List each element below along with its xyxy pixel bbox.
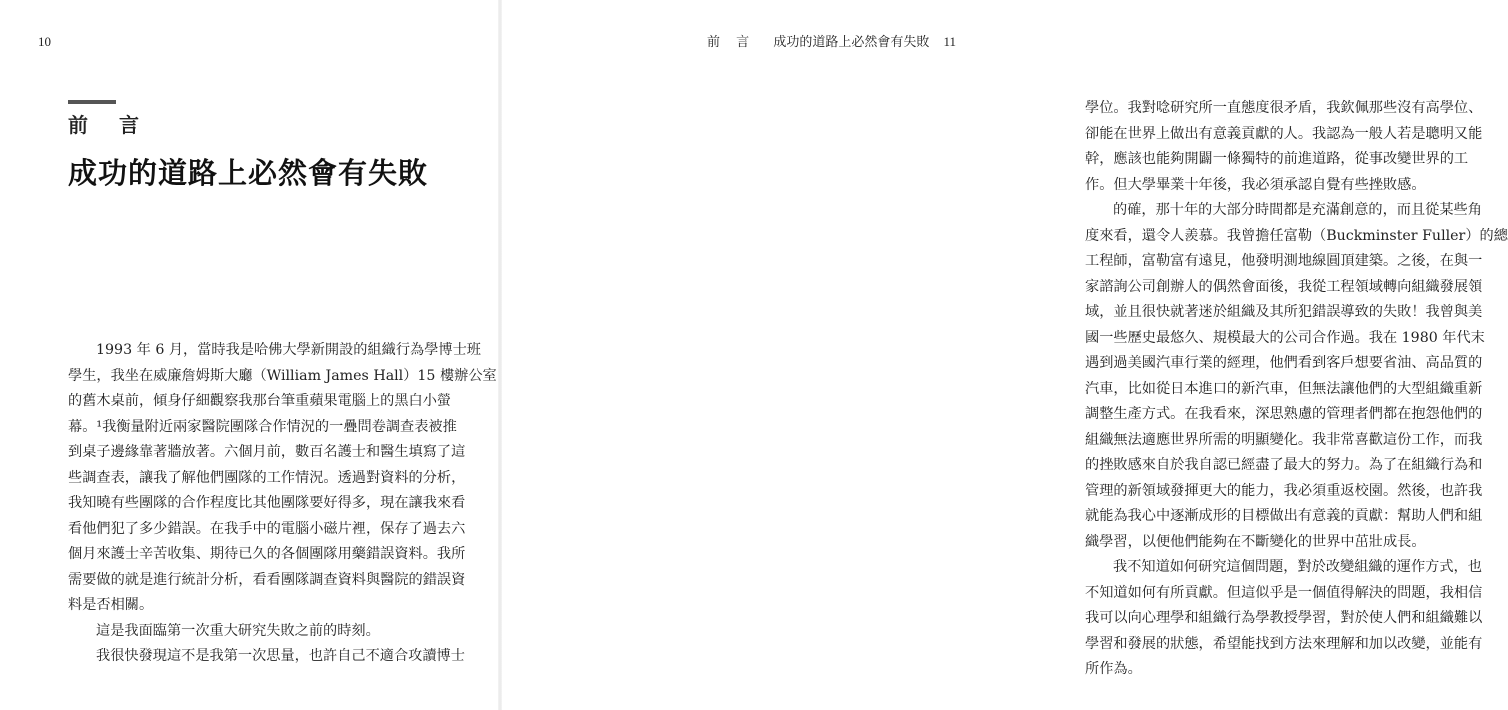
text-line: 的挫敗感來自於我自認已經盡了最大的努力。為了在組織行為和 — [1085, 457, 1483, 473]
text-line: 就能為我心中逐漸成形的目標做出有意義的貢獻：幫助人們和組 — [1085, 508, 1483, 524]
chapter-label: 前 言 — [68, 113, 151, 137]
text-line: 我知曉有些團隊的合作程度比其他團隊要好得多，現在讓我來看 — [68, 495, 466, 511]
text-line: 這是我面臨第一次重大研究失敗之前的時刻。 — [96, 622, 380, 639]
text-line: 個月來護士辛苦收集、期待已久的各個團隊用藥錯誤資料。我所 — [68, 546, 466, 562]
chapter-rule — [68, 100, 116, 104]
text-line: 我不知道如何研究這個問題，對於改變組織的運作方式，也 — [1113, 559, 1482, 575]
text-line: 不知道如何有所貢獻。但這似乎是一個值得解決的問題，我相信 — [1085, 584, 1483, 601]
text-line: 家諮詢公司創辦人的偶然會面後，我從工程領域轉向組織發展領 — [1085, 278, 1483, 295]
text-line: 國一些歷史最悠久、規模最大的公司合作過。我在 1980 年代末 — [1085, 329, 1485, 346]
text-line: 看他們犯了多少錯誤。在我手中的電腦小磁片裡，保存了過去六 — [68, 520, 466, 537]
text-line: 組織無法適應世界所需的明顯變化。我非常喜歡這份工作，而我 — [1085, 431, 1483, 448]
text-line: 的確，那十年的大部分時間都是充滿創意的，而且從某些角 — [1113, 202, 1482, 218]
text-line: 卻能在世界上做出有意義貢獻的人。我認為一般人若是聰明又能 — [1085, 125, 1483, 142]
page-number-right: 11 — [943, 34, 956, 49]
running-head-title: 成功的道路上必然會有失敗 — [773, 35, 930, 50]
text-line: 工程師，富勒富有遠見，他發明測地線圓頂建築。之後，在與一 — [1085, 253, 1483, 269]
text-line: 調整生產方式。在我看來，深思熟慮的管理者們都在抱怨他們的 — [1085, 406, 1483, 422]
chapter-title: 成功的道路上必然會有失敗 — [68, 156, 429, 190]
text-line: 織學習，以便他們能夠在不斷變化的世界中茁壯成長。 — [1085, 533, 1426, 550]
left-page — [0, 0, 500, 710]
right-page — [500, 0, 1508, 710]
text-line: 度來看，還令人羨慕。我曾擔任富勒（Buckminster Fuller）的總 — [1085, 227, 1508, 244]
text-line: 的舊木桌前，傾身仔細觀察我那台筆重蘋果電腦上的黑白小螢 — [68, 393, 452, 409]
text-line: 些調查表，讓我了解他們團隊的工作情況。透過對資料的分析， — [68, 469, 466, 486]
text-line: 汽車，比如從日本進口的新汽車，但無法讓他們的大型組織重新 — [1085, 380, 1483, 397]
text-line: 我很快發現這不是我第一次思量，也許自己不適合攻讀博士 — [96, 648, 465, 664]
text-line: 學位。我對唸研究所一直態度很矛盾，我欽佩那些沒有高學位、 — [1085, 100, 1483, 116]
text-line: 遇到過美國汽車行業的經理，他們看到客戶想要省油、高品質的 — [1085, 355, 1483, 371]
text-line: 學習和發展的狀態，希望能找到方法來理解和加以改變，並能有 — [1085, 635, 1483, 652]
text-line: 作。但大學畢業十年後，我必須承認自覺有些挫敗感。 — [1085, 176, 1426, 193]
text-line: 所作為。 — [1085, 661, 1142, 677]
text-line: 1993 年 6 月，當時我是哈佛大學新開設的組織行為學博士班 — [96, 342, 481, 358]
running-head — [707, 31, 956, 50]
page-number-left: 10 — [38, 34, 51, 49]
running-head-label: 前 言 — [707, 35, 756, 50]
text-line: 管理的新領域發揮更大的能力，我必須重返校園。然後，也許我 — [1085, 482, 1483, 499]
text-line: 幕。¹我衡量附近兩家醫院團隊合作情況的一疊問卷調查表被推 — [68, 418, 457, 435]
text-line: 料是否相關。 — [68, 597, 154, 613]
text-line: 我可以向心理學和組織行為學教授學習，對於使人們和組織難以 — [1085, 610, 1483, 626]
text-line: 學生，我坐在威廉詹姆斯大廳（William James Hall）15 樓辦公室 — [68, 367, 497, 384]
left-body-text — [68, 338, 497, 670]
text-line: 幹，應該也能夠開闢一條獨特的前進道路，從事改變世界的工 — [1085, 151, 1469, 167]
text-line: 域，並且很快就著迷於組織及其所犯錯誤導致的失敗！我曾與美 — [1085, 304, 1483, 320]
right-body-text — [1085, 96, 1508, 683]
text-line: 需要做的就是進行統計分析，看看團隊調查資料與醫院的錯誤資 — [68, 571, 466, 588]
text-line: 到桌子邊緣靠著牆放著。六個月前，數百名護士和醫生填寫了這 — [68, 444, 466, 460]
